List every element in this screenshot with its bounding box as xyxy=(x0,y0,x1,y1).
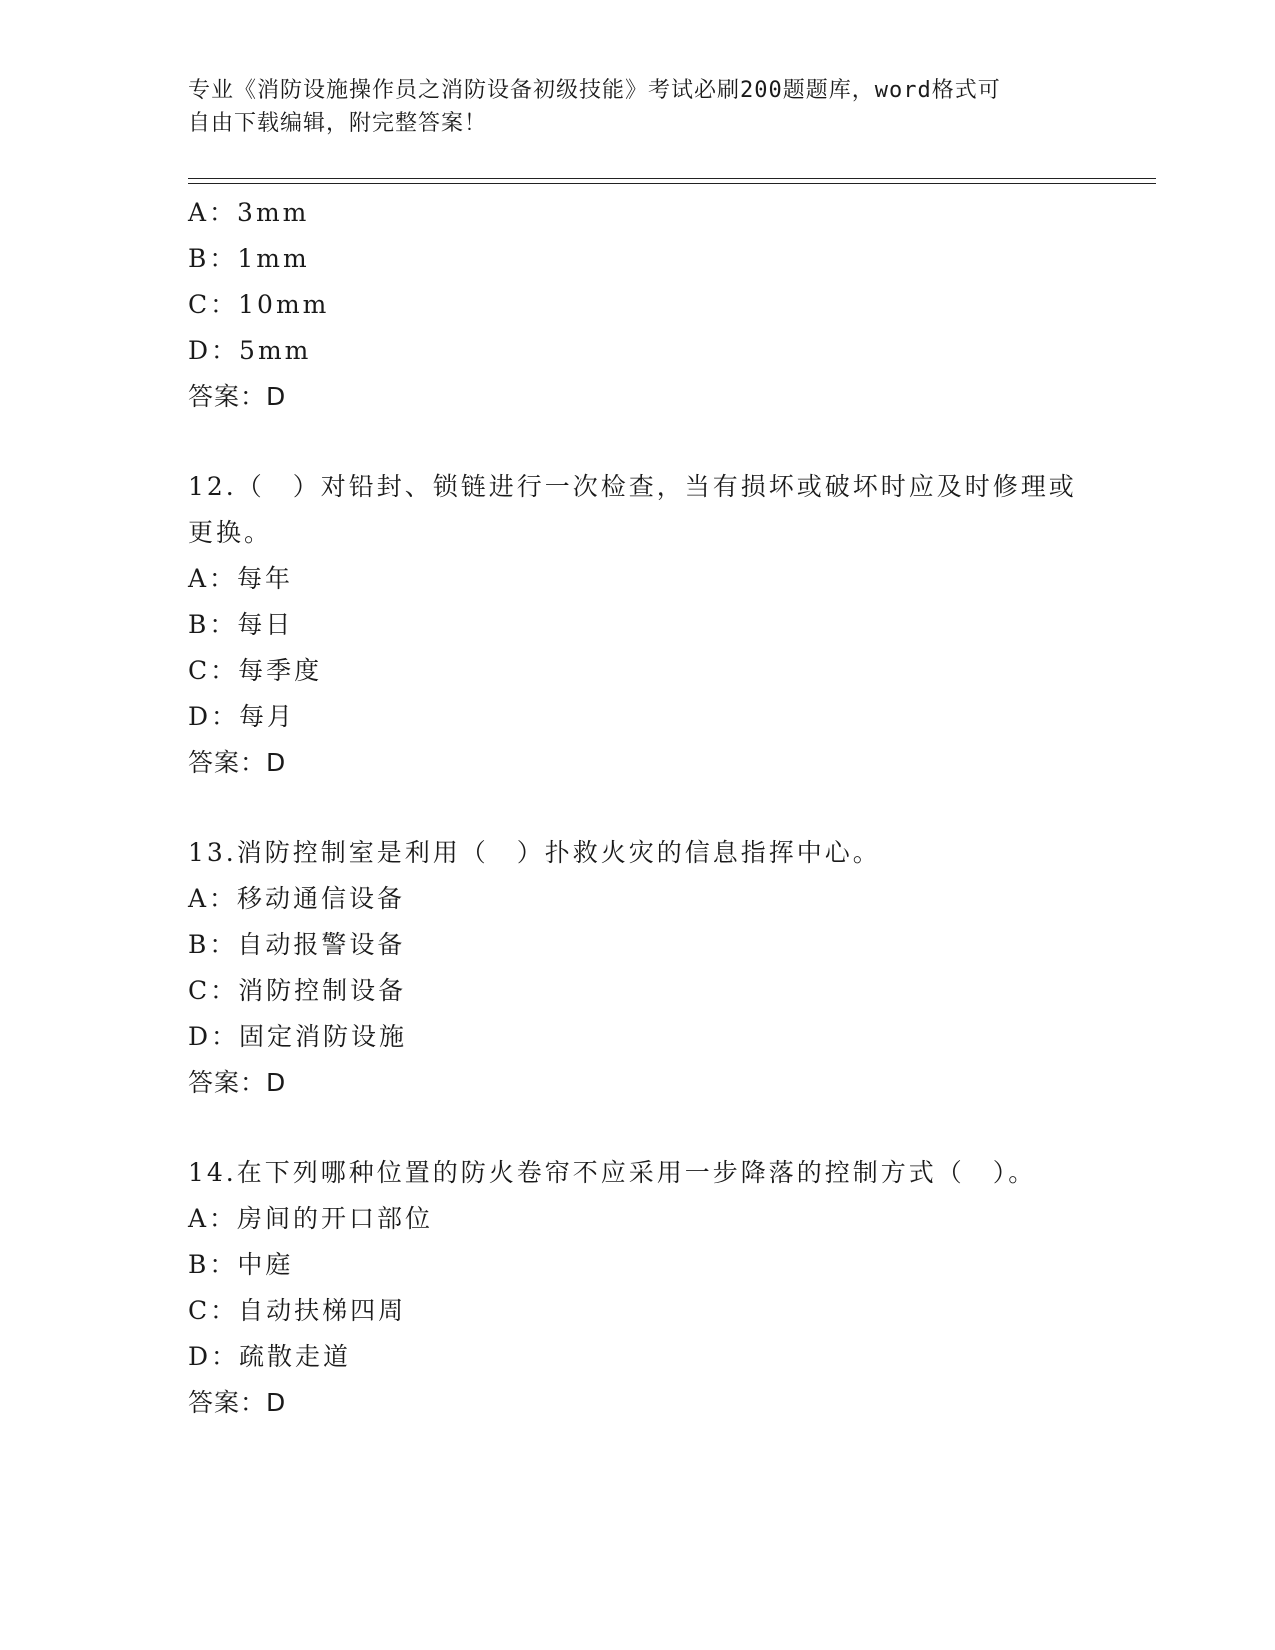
question-text: 14.在下列哪种位置的防火卷帘不应采用一步降落的控制方式（ ）。 xyxy=(188,1158,1037,1187)
option-d: D：5mm xyxy=(188,336,312,365)
option-b: B：自动报警设备 xyxy=(188,930,406,959)
option-c: C：每季度 xyxy=(188,656,323,685)
header-double-rule xyxy=(188,178,1156,184)
answer-line: 答案：D xyxy=(188,1388,287,1417)
option-d: D：每月 xyxy=(188,702,296,731)
answer-line: 答案：D xyxy=(188,1068,287,1097)
option-a: A：移动通信设备 xyxy=(188,884,406,913)
question-12 xyxy=(188,464,1088,786)
answer-line: 答案：D xyxy=(188,382,287,411)
option-b: B：每日 xyxy=(188,610,294,639)
question-11-continued xyxy=(188,190,1088,420)
header-line-1: 专业《消防设施操作员之消防设备初级技能》考试必刷200题题库，word格式可 xyxy=(188,78,1001,103)
option-d: D：疏散走道 xyxy=(188,1342,352,1371)
option-b: B：中庭 xyxy=(188,1250,294,1279)
header-line-2: 自由下载编辑，附完整答案！ xyxy=(188,111,488,136)
question-14 xyxy=(188,1150,1088,1426)
option-b: B：1mm xyxy=(188,244,310,273)
option-d: D：固定消防设施 xyxy=(188,1022,408,1051)
option-a: A：每年 xyxy=(188,564,294,593)
question-text: 12.（ ）对铅封、锁链进行一次检查，当有损坏或破坏时应及时修理或更换。 xyxy=(188,472,1077,547)
question-13 xyxy=(188,830,1088,1106)
option-a: A：3mm xyxy=(188,198,310,227)
document-header xyxy=(188,74,1088,140)
option-c: C：自动扶梯四周 xyxy=(188,1296,407,1325)
question-list xyxy=(188,190,1088,1470)
option-c: C：10mm xyxy=(188,290,330,319)
option-a: A：房间的开口部位 xyxy=(188,1204,434,1233)
option-c: C：消防控制设备 xyxy=(188,976,407,1005)
question-text: 13.消防控制室是利用（ ）扑救火灾的信息指挥中心。 xyxy=(188,838,881,867)
answer-line: 答案：D xyxy=(188,748,287,777)
